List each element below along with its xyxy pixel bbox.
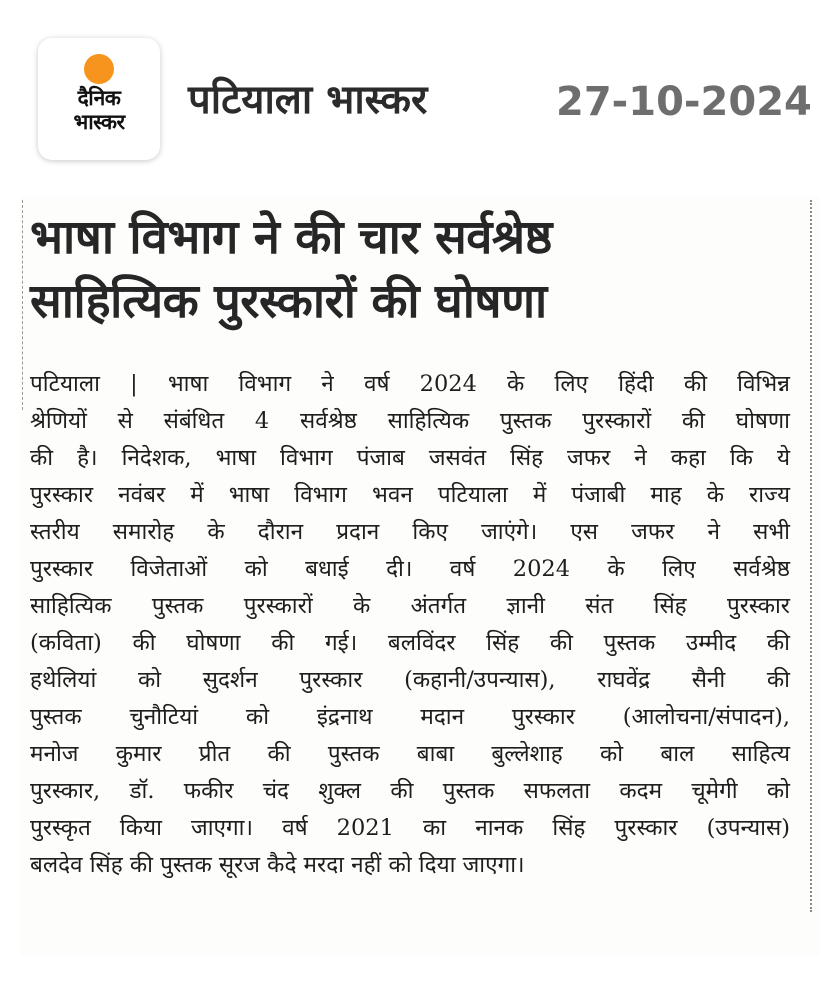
column-rule-right	[810, 200, 813, 912]
body-line: स्तरीय समारोह के दौरान प्रदान किए जाएंगे। एस जफर ने सभी	[30, 519, 790, 545]
body-line: पुरस्कार नवंबर में भाषा विभाग भवन पटियाला में पंजाबी माह के राज्य	[30, 482, 790, 508]
body-line: पुरस्कृत किया जाएगा। वर्ष 2021 का नानक सिंह पुरस्कार (उपन्यास)	[30, 815, 790, 841]
sun-icon	[84, 54, 114, 84]
article-body	[30, 366, 790, 884]
dainik-bhaskar-logo	[38, 38, 160, 160]
edition-title: पटियाला भास्कर	[188, 77, 428, 123]
logo-text-line1: दैनिक	[77, 86, 121, 110]
body-line: पुस्तक चुनौटियां को इंद्रनाथ मदान पुरस्कार (आलोचना/संपादन),	[30, 704, 790, 730]
headline-line: साहित्यिक पुरस्कारों की घोषणा	[30, 274, 547, 329]
body-line: (कविता) की घोषणा की गई। बलविंदर सिंह की पुस्तक उम्मीद की	[30, 630, 790, 656]
body-line: पुरस्कार विजेताओं को बधाई दी। वर्ष 2024 के लिए सर्वश्रेष्ठ	[30, 556, 790, 582]
headline-line: भाषा विभाग ने की चार सर्वश्रेष्ठ	[30, 210, 552, 265]
body-line: पुरस्कार, डॉ. फकीर चंद शुक्ल की पुस्तक सफलता कदम चूमेगी को	[30, 778, 790, 804]
body-line: पटियाला | भाषा विभाग ने वर्ष 2024 के लिए हिंदी की विभिन्न	[30, 371, 790, 397]
body-line: की है। निदेशक, भाषा विभाग पंजाब जसवंत सिंह जफर ने कहा कि ये	[30, 445, 790, 471]
article-headline	[30, 206, 770, 334]
body-line: श्रेणियों से संबंधित 4 सर्वश्रेष्ठ साहित्यिक पुस्तक पुरस्कारों की घोषणा	[30, 408, 790, 434]
body-line: साहित्यिक पुस्तक पुरस्कारों के अंतर्गत ज्ञानी संत सिंह पुरस्कार	[30, 593, 790, 619]
column-rule-left	[22, 200, 24, 410]
page-header	[0, 0, 838, 180]
body-line: मनोज कुमार प्रीत की पुस्तक बाबा बुल्लेशाह को बाल साहित्य	[30, 741, 790, 767]
publication-date: 27-10-2024	[556, 79, 812, 125]
body-line: हथेलियां को सुदर्शन पुरस्कार (कहानी/उपन्यास), राघवेंद्र सैनी की	[30, 667, 790, 693]
body-line: बलदेव सिंह की पुस्तक सूरज कैदे मरदा नहीं को दिया जाएगा।	[30, 852, 525, 878]
logo-text-line2: भास्कर	[73, 110, 125, 134]
